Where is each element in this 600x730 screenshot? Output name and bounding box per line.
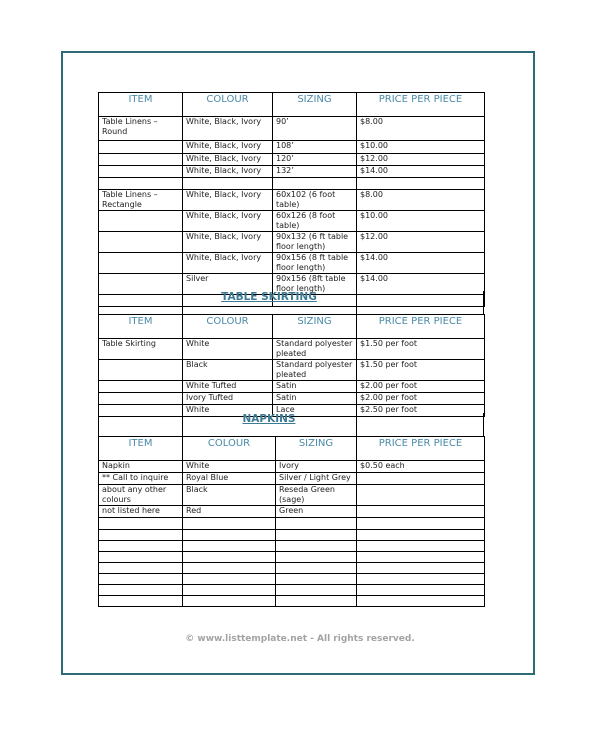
cell-price (357, 485, 485, 506)
cell-item (99, 274, 183, 295)
cell-colour: Ivory Tufted (183, 393, 273, 405)
table-row (99, 381, 485, 393)
cell-sizing: Standard polyester pleated (273, 360, 357, 381)
cell-price (357, 552, 485, 563)
cell-item (99, 405, 183, 417)
table-row (99, 574, 485, 585)
cell-item: Table Linens – Rectangle (99, 190, 183, 211)
cell-price (357, 506, 485, 518)
cell-price (357, 473, 485, 485)
cell-colour (183, 552, 276, 563)
cell-price: $10.00 (357, 211, 485, 232)
cell-price: $1.50 per foot (357, 339, 485, 360)
linens-table (98, 92, 485, 307)
cell-price: $8.00 (357, 117, 485, 141)
header-price: PRICE PER PIECE (357, 93, 485, 117)
divider (483, 413, 484, 436)
cell-colour: Black (183, 360, 273, 381)
cell-sizing: Satin (273, 393, 357, 405)
cell-sizing (276, 518, 357, 530)
header-price: PRICE PER PIECE (357, 437, 485, 461)
cell-item (99, 541, 183, 552)
cell-sizing: Ivory (276, 461, 357, 473)
cell-sizing (276, 574, 357, 585)
cell-sizing (276, 552, 357, 563)
cell-price (357, 574, 485, 585)
cell-item (99, 141, 183, 154)
cell-item (99, 585, 183, 596)
header-colour: COLOUR (183, 315, 273, 339)
cell-sizing: Silver / Light Grey (276, 473, 357, 485)
cell-sizing: 108’ (273, 141, 357, 154)
divider (356, 413, 357, 436)
cell-item (99, 166, 183, 178)
cell-price: $12.00 (357, 154, 485, 166)
divider (182, 291, 183, 314)
cell-price (357, 541, 485, 552)
divider (98, 413, 99, 436)
header-price: PRICE PER PIECE (357, 315, 485, 339)
cell-item (99, 295, 183, 307)
cell-price: $2.50 per foot (357, 405, 485, 417)
table-row (99, 596, 485, 607)
divider (483, 291, 484, 314)
cell-item: ** Call to inquire (99, 473, 183, 485)
cell-colour: White, Black, Ivory (183, 232, 273, 253)
cell-colour: White, Black, Ivory (183, 253, 273, 274)
cell-item (99, 232, 183, 253)
table-row (99, 339, 485, 360)
cell-colour (183, 574, 276, 585)
cell-price: $12.00 (357, 232, 485, 253)
cell-colour (183, 596, 276, 607)
table-row (99, 253, 485, 274)
cell-sizing (276, 563, 357, 574)
table-row (99, 485, 485, 506)
cell-price (357, 530, 485, 541)
cell-colour (183, 530, 276, 541)
cell-item: about any other colours (99, 485, 183, 506)
napkins-heading: NAPKINS (242, 413, 296, 425)
cell-price: $8.00 (357, 190, 485, 211)
cell-sizing: 90x132 (6 ft table floor length) (273, 232, 357, 253)
table-row (99, 166, 485, 178)
divider (98, 291, 99, 314)
table-row (99, 518, 485, 530)
table-row (99, 563, 485, 574)
cell-price (357, 178, 485, 190)
table-row (99, 585, 485, 596)
cell-item (99, 154, 183, 166)
cell-colour: Silver (183, 274, 273, 295)
cell-colour: White, Black, Ivory (183, 166, 273, 178)
table-row (99, 211, 485, 232)
cell-colour: White Tufted (183, 381, 273, 393)
cell-price: $2.00 per foot (357, 393, 485, 405)
cell-colour (183, 563, 276, 574)
cell-price: $14.00 (357, 166, 485, 178)
cell-sizing: 90x156 (8 ft table floor length) (273, 253, 357, 274)
cell-colour: Royal Blue (183, 473, 276, 485)
header-sizing: SIZING (273, 315, 357, 339)
table-row (99, 530, 485, 541)
table-row (99, 154, 485, 166)
cell-sizing: 120’ (273, 154, 357, 166)
cell-item (99, 563, 183, 574)
cell-item (99, 360, 183, 381)
table-row (99, 506, 485, 518)
cell-item (99, 211, 183, 232)
cell-colour (183, 518, 276, 530)
cell-item: Table Skirting (99, 339, 183, 360)
cell-item (99, 253, 183, 274)
cell-colour: White (183, 339, 273, 360)
cell-price (357, 518, 485, 530)
napkins-header-row (99, 437, 485, 461)
cell-sizing (276, 585, 357, 596)
cell-item (99, 574, 183, 585)
table-row (99, 393, 485, 405)
cell-item (99, 596, 183, 607)
cell-price (357, 596, 485, 607)
cell-sizing (273, 178, 357, 190)
linens-body (99, 117, 485, 307)
cell-item: Napkin (99, 461, 183, 473)
cell-price: $14.00 (357, 274, 485, 295)
table-row (99, 360, 485, 381)
cell-sizing: 60x102 (6 foot table) (273, 190, 357, 211)
cell-sizing: Green (276, 506, 357, 518)
cell-colour: Red (183, 506, 276, 518)
cell-sizing (276, 596, 357, 607)
cell-sizing (276, 530, 357, 541)
cell-item: not listed here (99, 506, 183, 518)
table-row (99, 461, 485, 473)
cell-sizing: 90’ (273, 117, 357, 141)
header-sizing: SIZING (273, 93, 357, 117)
table-row (99, 117, 485, 141)
cell-colour (183, 585, 276, 596)
table-row (99, 552, 485, 563)
cell-price: $14.00 (357, 253, 485, 274)
cell-price: $10.00 (357, 141, 485, 154)
table-row (99, 232, 485, 253)
cell-sizing (276, 541, 357, 552)
header-colour: COLOUR (183, 93, 273, 117)
cell-sizing: 90x156 (8ft table floor length) (273, 274, 357, 295)
skirting-table (98, 314, 485, 417)
cell-colour: White, Black, Ivory (183, 117, 273, 141)
cell-price (357, 585, 485, 596)
cell-colour: White (183, 461, 276, 473)
cell-item (99, 552, 183, 563)
footer-copyright: © www.listtemplate.net - All rights reserved. (185, 634, 415, 644)
cell-colour (183, 178, 273, 190)
cell-sizing: 60x126 (8 foot table) (273, 211, 357, 232)
cell-colour: White, Black, Ivory (183, 154, 273, 166)
cell-sizing: Lace (273, 405, 357, 417)
cell-colour: White (183, 405, 273, 417)
table-skirting-heading: TABLE SKIRTING (221, 291, 317, 303)
divider (356, 291, 357, 314)
cell-price: $2.00 per foot (357, 381, 485, 393)
cell-colour (183, 541, 276, 552)
divider (182, 413, 183, 436)
header-item: ITEM (99, 315, 183, 339)
napkins-table (98, 436, 485, 607)
table-row (99, 473, 485, 485)
cell-colour: White, Black, Ivory (183, 141, 273, 154)
cell-price: $0.50 each (357, 461, 485, 473)
header-item: ITEM (99, 93, 183, 117)
cell-item: Table Linens – Round (99, 117, 183, 141)
cell-sizing: Reseda Green (sage) (276, 485, 357, 506)
table-row (99, 541, 485, 552)
table-row (99, 141, 485, 154)
header-sizing: SIZING (276, 437, 357, 461)
header-colour: COLOUR (183, 437, 276, 461)
cell-item (99, 530, 183, 541)
cell-sizing: 132’ (273, 166, 357, 178)
cell-item (99, 518, 183, 530)
linens-header-row (99, 93, 485, 117)
cell-colour: Black (183, 485, 276, 506)
cell-sizing: Standard polyester pleated (273, 339, 357, 360)
cell-price: $1.50 per foot (357, 360, 485, 381)
cell-colour: White, Black, Ivory (183, 190, 273, 211)
table-row (99, 190, 485, 211)
cell-item (99, 178, 183, 190)
cell-item (99, 393, 183, 405)
cell-item (99, 381, 183, 393)
skirting-header-row (99, 315, 485, 339)
napkins-body (99, 461, 485, 607)
cell-sizing: Satin (273, 381, 357, 393)
header-item: ITEM (99, 437, 183, 461)
skirting-body (99, 339, 485, 417)
cell-price (357, 295, 485, 307)
table-row (99, 178, 485, 190)
cell-colour: White, Black, Ivory (183, 211, 273, 232)
cell-price (357, 563, 485, 574)
